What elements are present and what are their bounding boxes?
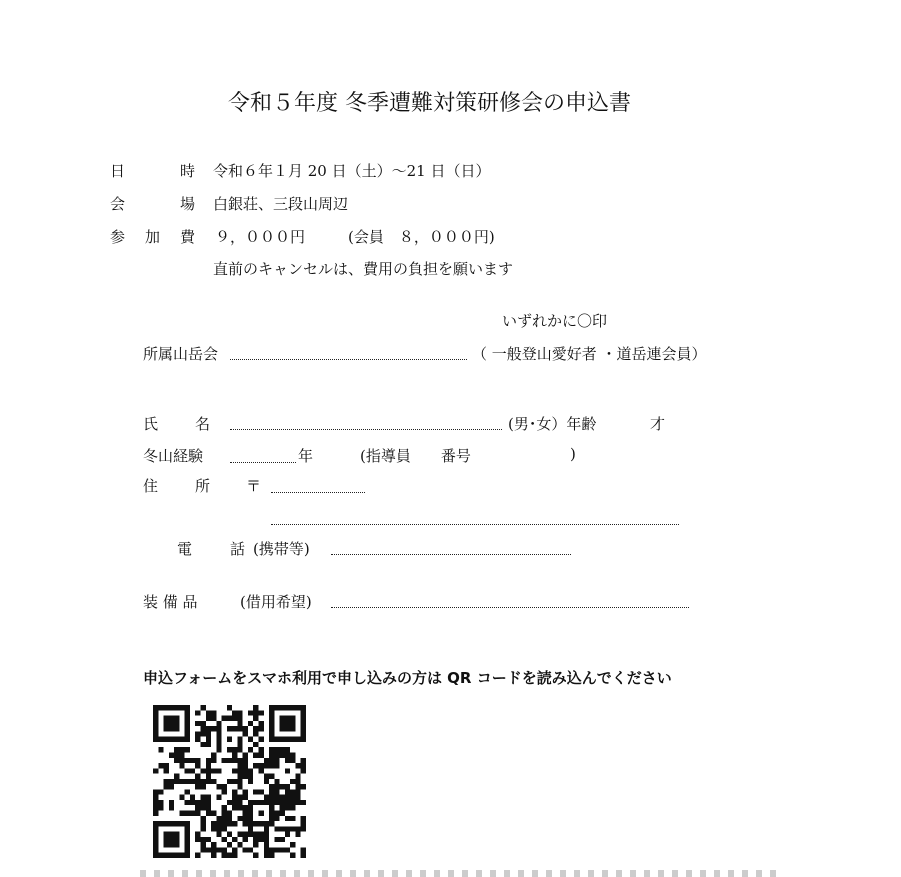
equipment-label: 装 備 品 (143, 593, 198, 611)
qr-instruction: 申込フォームをスマホ利用で申し込みの方は QR コードを読み込んでください (143, 669, 672, 687)
fee-value: ９，０００円 (215, 228, 306, 246)
name-label-1: 氏 (143, 415, 159, 433)
phone-line[interactable] (331, 554, 571, 555)
venue-label-2: 場 (180, 195, 196, 213)
fee-label-1: 参 (110, 228, 126, 246)
date-label-1: 日 (110, 162, 126, 180)
club-options: （ 一般登山愛好者 ・道岳連会員） (472, 345, 707, 363)
fee-label-3: 費 (180, 228, 196, 246)
equipment-note: (借用希望) (240, 593, 312, 611)
fee-label-2: 加 (145, 228, 161, 246)
experience-line[interactable] (230, 462, 296, 463)
address-line[interactable] (271, 524, 679, 525)
name-line[interactable] (230, 429, 502, 430)
years-label: 年 (298, 447, 314, 465)
cut-off-text-line (140, 870, 780, 877)
cancel-note: 直前のキャンセルは、費用の負担を願います (213, 260, 514, 278)
fee-member: (会員 ８，０００円) (348, 228, 495, 246)
circle-note: いずれかに〇印 (502, 312, 608, 330)
club-line[interactable] (230, 359, 467, 360)
postal-mark: 〒 (246, 477, 262, 495)
form-title: 令和５年度 冬季遭難対策研修会の申込書 (228, 91, 631, 116)
phone-label-2: 話 (230, 540, 246, 558)
phone-note: (携帯等) (253, 540, 310, 558)
phone-label-1: 電 (177, 540, 193, 558)
club-label: 所属山岳会 (143, 345, 219, 363)
address-label-1: 住 (143, 477, 159, 495)
date-value: 令和６年１月 20 日（土）〜21 日（日） (213, 162, 491, 180)
experience-label: 冬山経験 (143, 447, 204, 465)
venue-value: 白銀荘、三段山周辺 (213, 195, 349, 213)
equipment-line[interactable] (331, 607, 689, 608)
instructor-close: ) (570, 445, 576, 463)
instructor-label: (指導員 番号 (360, 447, 471, 465)
gender-age: (男･女）年齢 (508, 415, 597, 433)
qr-code-icon[interactable] (153, 705, 306, 858)
address-label-2: 所 (195, 477, 211, 495)
name-label-2: 名 (195, 415, 211, 433)
venue-label-1: 会 (110, 195, 126, 213)
postal-line[interactable] (271, 492, 365, 493)
date-label-2: 時 (180, 162, 196, 180)
age-unit: 才 (650, 415, 666, 433)
